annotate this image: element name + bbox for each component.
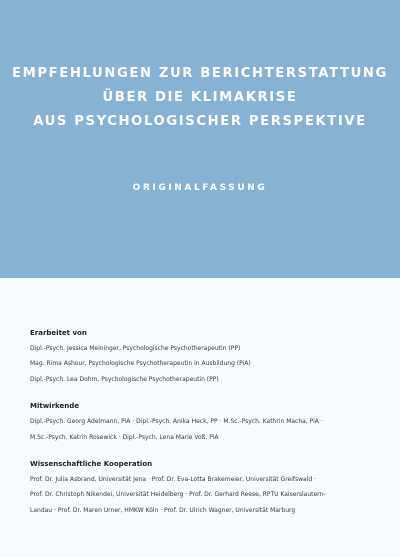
author-line: Dipl.-Psych. Lea Dohm, Psychologische Psychotherapeutin (PP) [30, 375, 219, 383]
cooperation-line: Landau · Prof. Dr. Maren Urner, HMKW Köln · Prof. Dr. Ulrich Wagner, Universität Marburg [30, 506, 296, 514]
cover-band [0, 0, 400, 278]
cooperation-line: Prof. Dr. Christoph Nikendei, Universität Heidelberg · Prof. Dr. Gerhard Reese, RPTU Kaiserslautern- [30, 491, 326, 499]
section-authors [30, 326, 380, 387]
document-title [0, 62, 400, 134]
section-heading: Wissenschaftliche Kooperation [30, 460, 153, 469]
section-heading: Erarbeitet von [30, 329, 87, 337]
title-line-1: EMPFEHLUNGEN ZUR BERICHTERSTATTUNG [12, 66, 388, 81]
section-heading: Mitwirkende [30, 402, 79, 411]
title-line-2: ÜBER DIE KLIMAKRISE [102, 90, 298, 105]
contributor-line: M.Sc.-Psych. Katrin Rosewick · Dipl.-Psych. Lena Marie Voß, PiA [30, 433, 219, 441]
credits-content [30, 326, 380, 530]
section-scientific-cooperation [30, 457, 380, 518]
title-line-3: AUS PSYCHOLOGISCHER PERSPEKTIVE [33, 114, 367, 129]
document-subtitle: ORIGINALFASSUNG [132, 183, 268, 193]
section-contributors [30, 399, 380, 445]
cooperation-line: Prof. Dr. Julia Asbrand, Universität Jena · Prof. Dr. Eva-Lotta Brakemeier, Universität Greifswald · [30, 476, 317, 484]
author-line: Dipl.-Psych. Jessica Meininger, Psychologische Psychotherapeutin (PP) [30, 345, 241, 352]
contributor-line: Dipl.-Psych. Georg Adelmann, PiA · Dipl.-Psych. Anika Heck, PP · M.Sc.-Psych. Kathrin Macha, PiA · [30, 418, 323, 426]
author-line: Mag. Rima Ashour, Psychologische Psychotherapeutin in Ausbildung (PiA) [30, 360, 251, 368]
